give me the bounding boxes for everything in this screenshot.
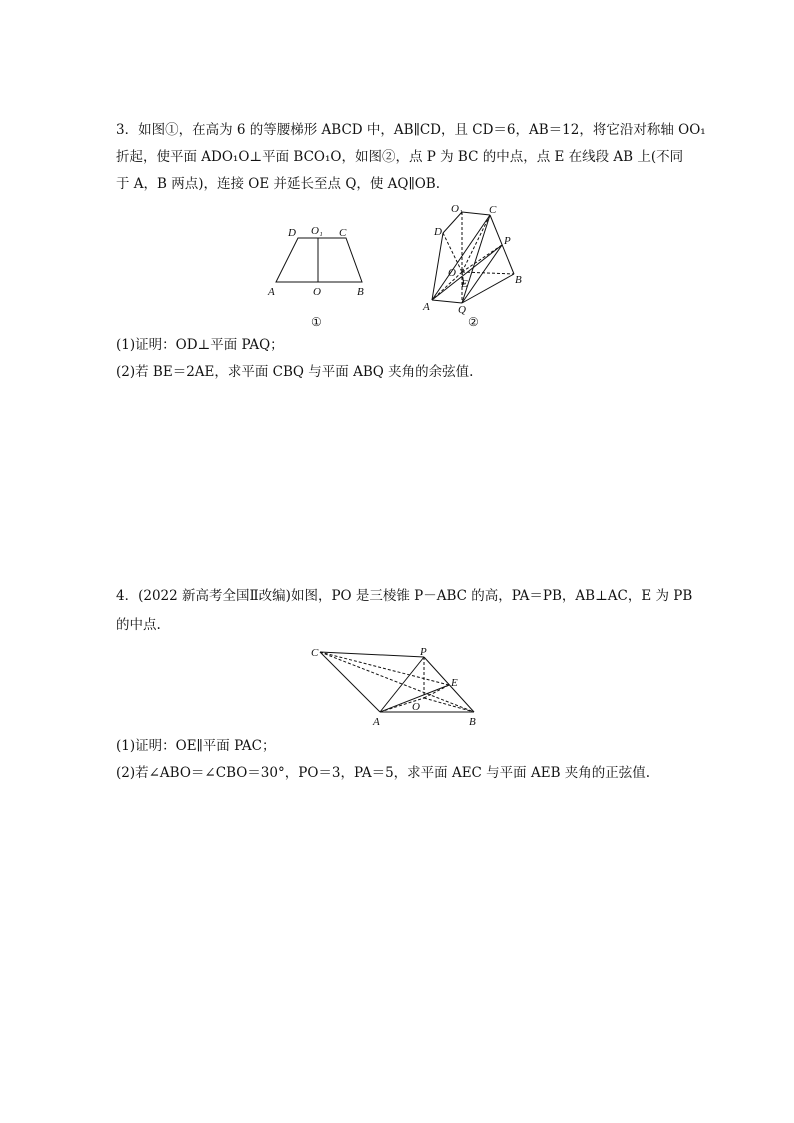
fig2-label-D: D (434, 226, 442, 238)
problem4-line2: 的中点. (116, 617, 161, 633)
figure-1-trapezoid (262, 222, 374, 332)
fig1-label-B: B (357, 286, 364, 298)
fig3-label-O: O (412, 701, 420, 713)
fig2-label-A: A (423, 301, 430, 313)
problem4-question2: (2)若∠ABO＝∠CBO＝30°，PO＝3，PA＝5，求平面 AEC 与平面 AEB 夹角的正弦值. (116, 765, 651, 781)
problem3-line2: 折起，使平面 ADO₁O⊥平面 BCO₁O，如图②，点 P 为 BC 的中点，点 E 在线段 AB 上(不同 (116, 149, 684, 165)
fig3-label-E: E (451, 677, 458, 689)
fig1-label-O: O (313, 286, 321, 298)
fig2-label-Q: Q (458, 304, 466, 316)
fig3-label-P: P (420, 646, 427, 658)
fig1-label-A: A (268, 286, 275, 298)
fig3-label-C: C (311, 647, 319, 659)
fig1-label-D: D (288, 227, 296, 239)
problem3-line1: 3．如图①，在高为 6 的等腰梯形 ABCD 中，AB∥CD，且 CD＝6，AB＝12，将它沿对称轴 OO₁ (116, 122, 706, 138)
fig2-label-P: P (504, 235, 511, 247)
fig2-label-O1: O₁ (451, 203, 463, 215)
problem3-question1: (1)证明：OD⊥平面 PAQ； (116, 337, 284, 353)
fig2-caption: ② (468, 315, 479, 329)
figure-2-folded (420, 200, 530, 330)
problem3-question2: (2)若 BE＝2AE，求平面 CBQ 与平面 ABQ 夹角的余弦值. (116, 364, 474, 380)
fig1-caption: ① (311, 315, 322, 329)
fig2-label-B: B (515, 274, 522, 286)
fig3-label-B: B (469, 716, 476, 728)
problem4-line1: 4．(2022 新高考全国Ⅱ改编)如图，PO 是三棱锥 P－ABC 的高，PA＝PB，AB⊥AC，E 为 PB (116, 588, 693, 604)
figure-3-pyramid (306, 640, 486, 732)
problem3-line3: 于 A，B 两点)，连接 OE 并延长至点 Q，使 AQ∥OB. (116, 176, 441, 192)
fig2-label-C: C (489, 204, 497, 216)
fig3-label-A: A (373, 716, 380, 728)
fig1-label-O1: O₁ (311, 225, 323, 237)
fig2-label-E: E (461, 278, 468, 290)
fig1-label-C: C (339, 227, 347, 239)
fig2-label-O: O (448, 267, 456, 279)
problem4-question1: (1)证明：OE∥平面 PAC； (116, 738, 276, 754)
